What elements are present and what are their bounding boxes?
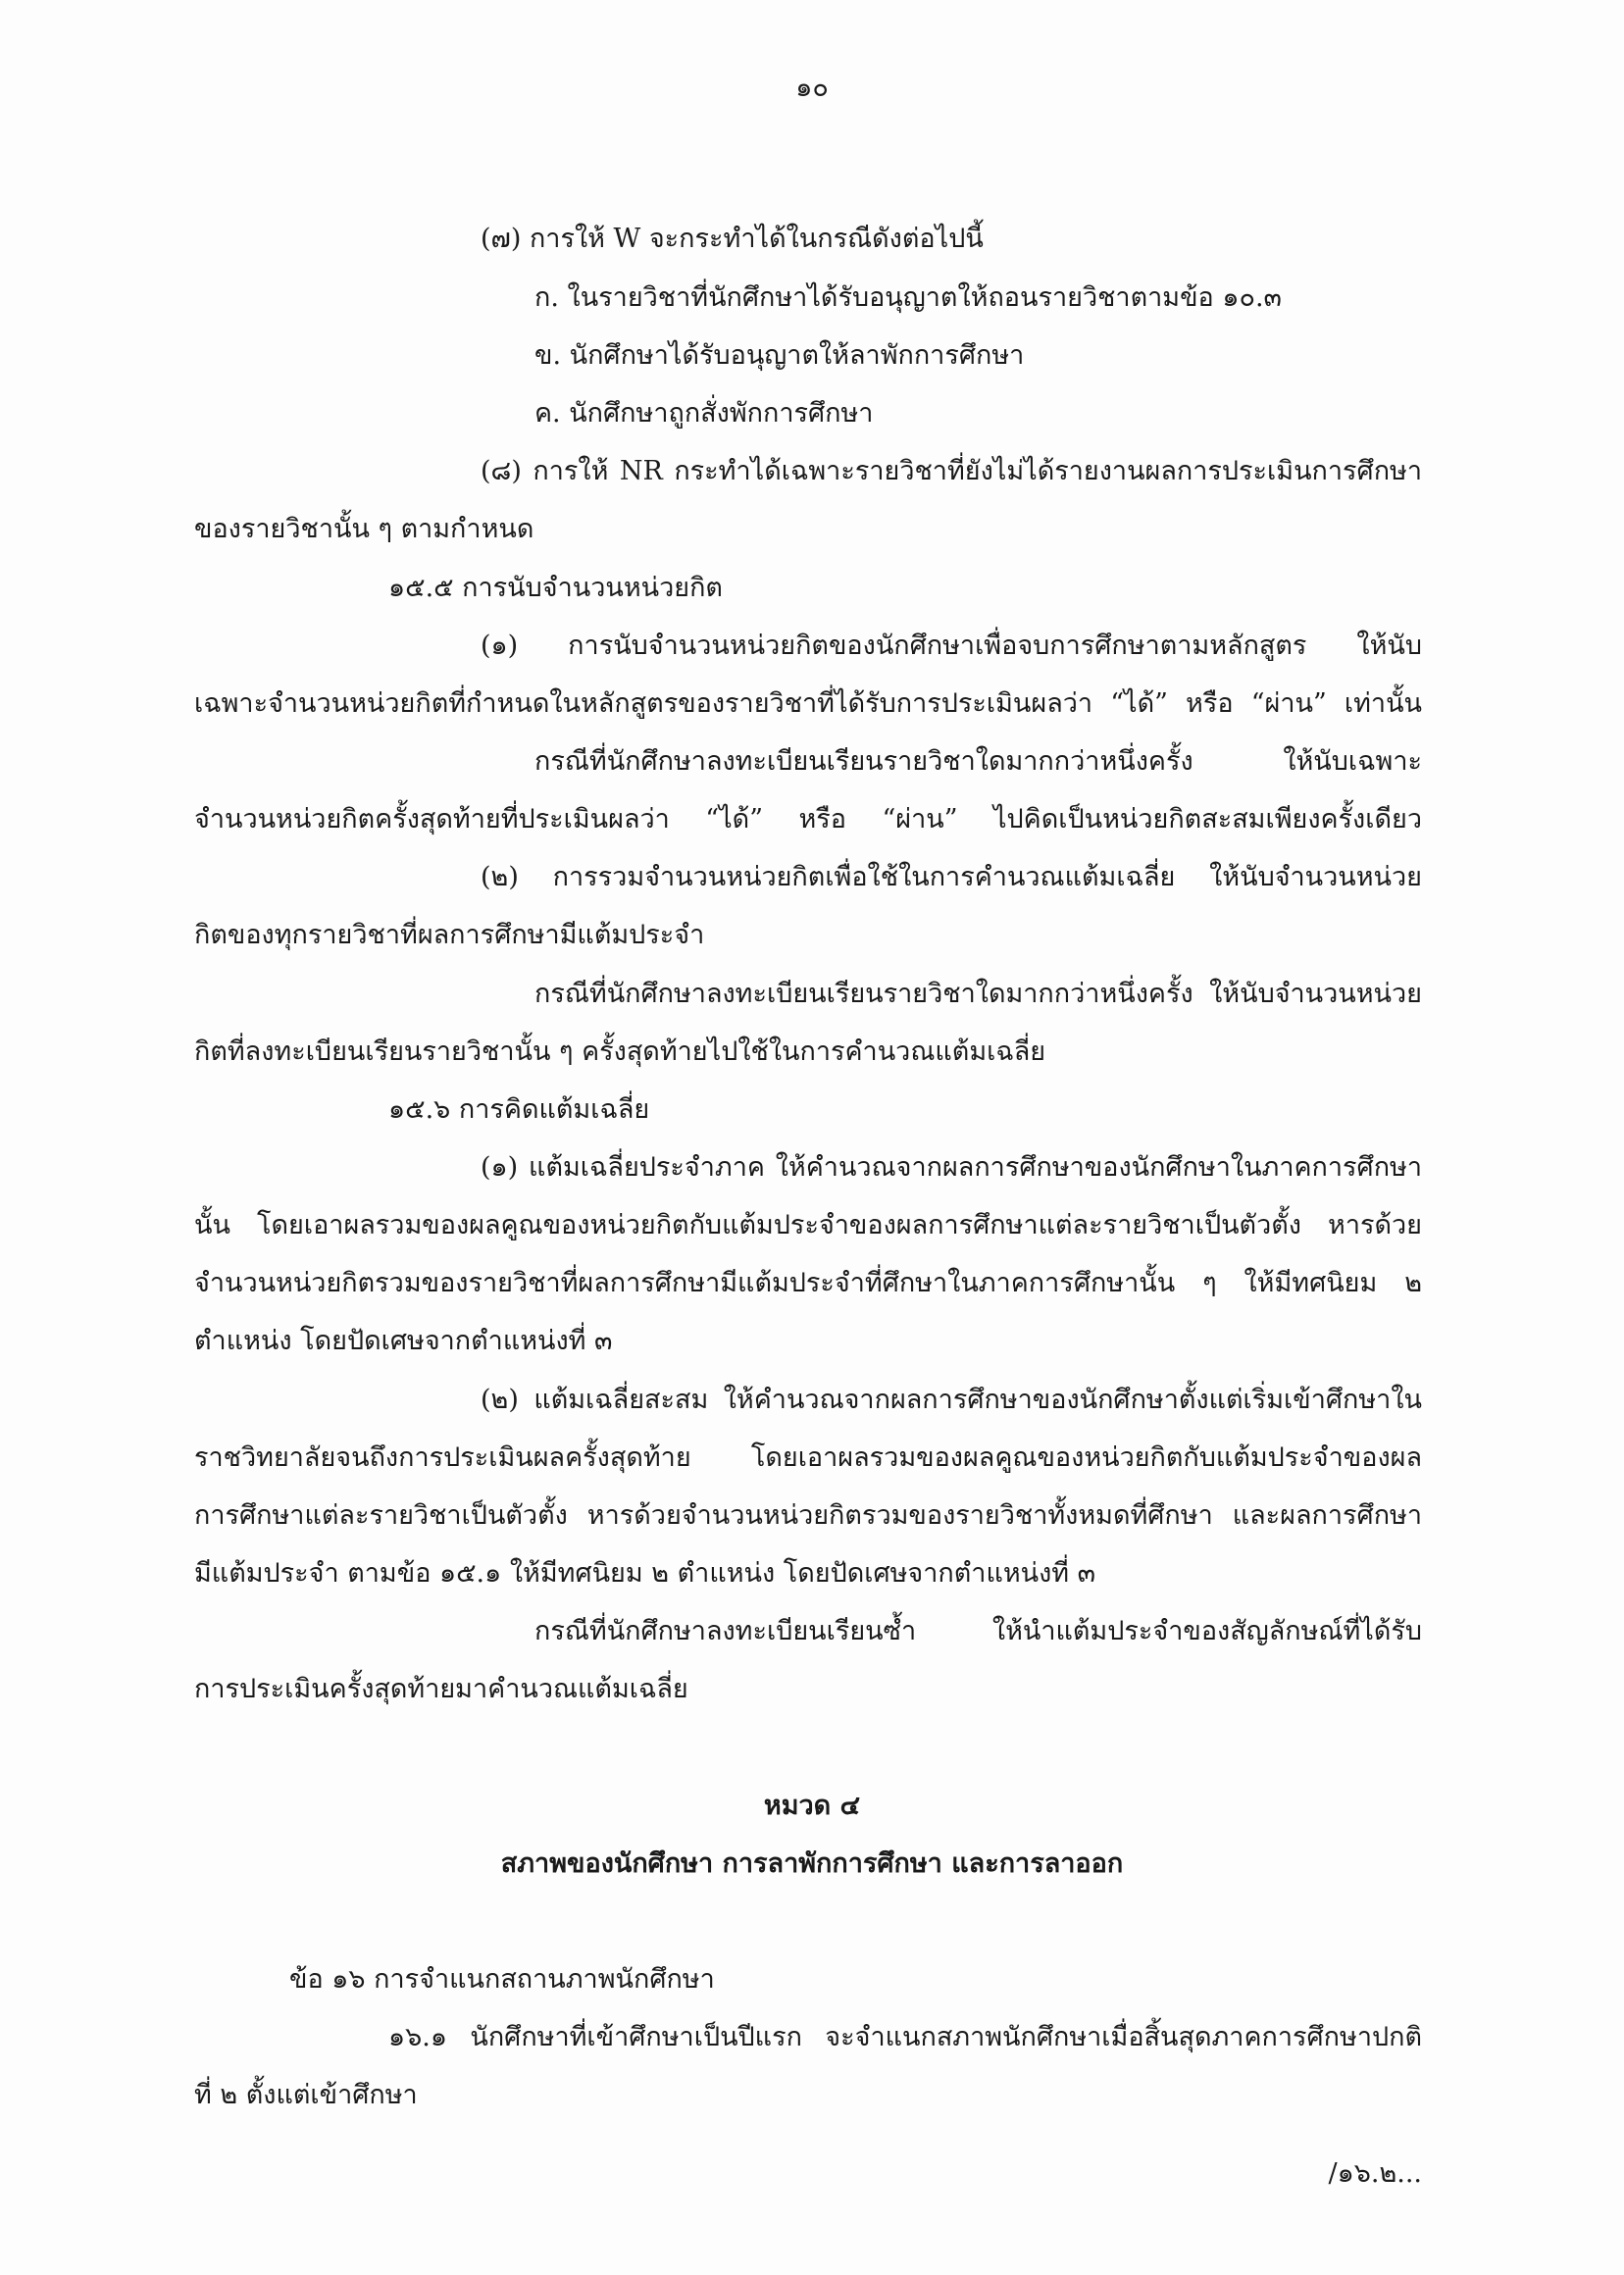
chapter-subtitle: สภาพของนักศึกษา การลาพักการศึกษา และการลาออก [500,1848,1124,1879]
section-15-6-item-1-line3: จำนวนหน่วยกิตรวมของรายวิชาที่ผลการศึกษามีแต้มประจำที่ศึกษาในภาคการศึกษานั้น ๆ ให้มีทศนิยม ๒ [194,1268,1422,1298]
section-15-6-heading: ๑๕.๖ การคิดแต้มเฉลี่ย [388,1094,650,1125]
page-number: ๑๐ [795,73,829,103]
section-15-5-item-2-case-line2: กิตที่ลงทะเบียนเรียนรายวิชานั้น ๆ ครั้งสุดท้ายไปใช้ในการคำนวณแต้มเฉลี่ย [194,1036,1046,1067]
section-15-6-item-2-line3: การศึกษาแต่ละรายวิชาเป็นตัวตั้ง หารด้วยจำนวนหน่วยกิตรวมของรายวิชาทั้งหมดที่ศึกษา และผลการศึกษา [194,1500,1422,1531]
item-8-line2: ของรายวิชานั้น ๆ ตามกำหนด [194,514,534,544]
section-15-5-item-1-case-line2: จำนวนหน่วยกิตครั้งสุดท้ายที่ประเมินผลว่า “ได้” หรือ “ผ่าน” ไปคิดเป็นหน่วยกิตสะสมเพียงครั้งเดียว [194,804,1422,834]
chapter-title: หมวด ๔ [763,1791,861,1821]
item-7-c: ค. นักศึกษาถูกสั่งพักการศึกษา [534,398,874,429]
item-7-a: ก. ในรายวิชาที่นักศึกษาได้รับอนุญาตให้ถอนรายวิชาตามข้อ ๑๐.๓ [534,282,1282,313]
section-15-5-item-1-line1: (๑) การนับจำนวนหน่วยกิตของนักศึกษาเพื่อจบการศึกษาตามหลักสูตร ให้นับ [481,631,1422,661]
article-16-item-1-line2: ที่ ๒ ตั้งแต่เข้าศึกษา [194,2080,418,2110]
section-15-6-item-1-line4: ตำแหน่ง โดยปัดเศษจากตำแหน่งที่ ๓ [194,1326,613,1356]
section-15-5-heading: ๑๕.๕ การนับจำนวนหน่วยกิต [388,573,723,603]
item-7-b: ข. นักศึกษาได้รับอนุญาตให้ลาพักการศึกษา [534,340,1025,371]
section-15-5-item-1-line2: เฉพาะจำนวนหน่วยกิตที่กำหนดในหลักสูตรของรายวิชาที่ได้รับการประเมินผลว่า “ได้” หรือ “ผ่าน” เท่านั้น [194,688,1422,719]
section-15-5-item-2-line1: (๒) การรวมจำนวนหน่วยกิตเพื่อใช้ในการคำนวณแต้มเฉลี่ย ให้นับจำนวนหน่วย [481,862,1422,892]
item-8-line1: (๘) การให้ NR กระทำได้เฉพาะรายวิชาที่ยังไม่ได้รายงานผลการประเมินการศึกษา [481,456,1422,486]
section-15-6-item-2-line1: (๒) แต้มเฉลี่ยสะสม ให้คำนวณจากผลการศึกษาของนักศึกษาตั้งแต่เริ่มเข้าศึกษาใน [481,1385,1422,1415]
page-continuation: /๑๖.๒... [1328,2158,1422,2189]
section-15-6-item-1-line1: (๑) แต้มเฉลี่ยประจำภาค ให้คำนวณจากผลการศึกษาของนักศึกษาในภาคการศึกษา [481,1152,1422,1183]
article-16-item-1-line1: ๑๖.๑ นักศึกษาที่เข้าศึกษาเป็นปีแรก จะจำแนกสภาพนักศึกษาเมื่อสิ้นสุดภาคการศึกษาปกติ [388,2022,1422,2052]
section-15-5-item-2-line2: กิตของทุกรายวิชาที่ผลการศึกษามีแต้มประจำ [194,920,705,950]
section-15-6-item-2-case-line1: กรณีที่นักศึกษาลงทะเบียนเรียนซ้ำ ให้นำแต้มประจำของสัญลักษณ์ที่ได้รับ [534,1616,1422,1646]
section-15-6-item-2-case-line2: การประเมินครั้งสุดท้ายมาคำนวณแต้มเฉลี่ย [194,1674,688,1704]
section-15-6-item-1-line2: นั้น โดยเอาผลรวมของผลคูณของหน่วยกิตกับแต้มประจำของผลการศึกษาแต่ละรายวิชาเป็นตัวตั้ง หารด้วย [194,1210,1422,1240]
article-16-heading: ข้อ ๑๖ การจำแนกสถานภาพนักศึกษา [289,1964,715,1995]
section-15-5-item-2-case-line1: กรณีที่นักศึกษาลงทะเบียนเรียนรายวิชาใดมากกว่าหนึ่งครั้ง ให้นับจำนวนหน่วย [534,979,1422,1009]
section-15-6-item-2-line4: มีแต้มประจำ ตามข้อ ๑๕.๑ ให้มีทศนิยม ๒ ตำแหน่ง โดยปัดเศษจากตำแหน่งที่ ๓ [194,1558,1096,1589]
section-15-6-item-2-line2: ราชวิทยาลัยจนถึงการประเมินผลครั้งสุดท้าย โดยเอาผลรวมของผลคูณของหน่วยกิตกับแต้มประจำของผล [194,1442,1422,1473]
section-15-5-item-1-case-line1: กรณีที่นักศึกษาลงทะเบียนเรียนรายวิชาใดมากกว่าหนึ่งครั้ง ให้นับเฉพาะ [534,746,1422,777]
item-7-heading: (๗) การให้ W จะกระทำได้ในกรณีดังต่อไปนี้ [481,224,984,254]
